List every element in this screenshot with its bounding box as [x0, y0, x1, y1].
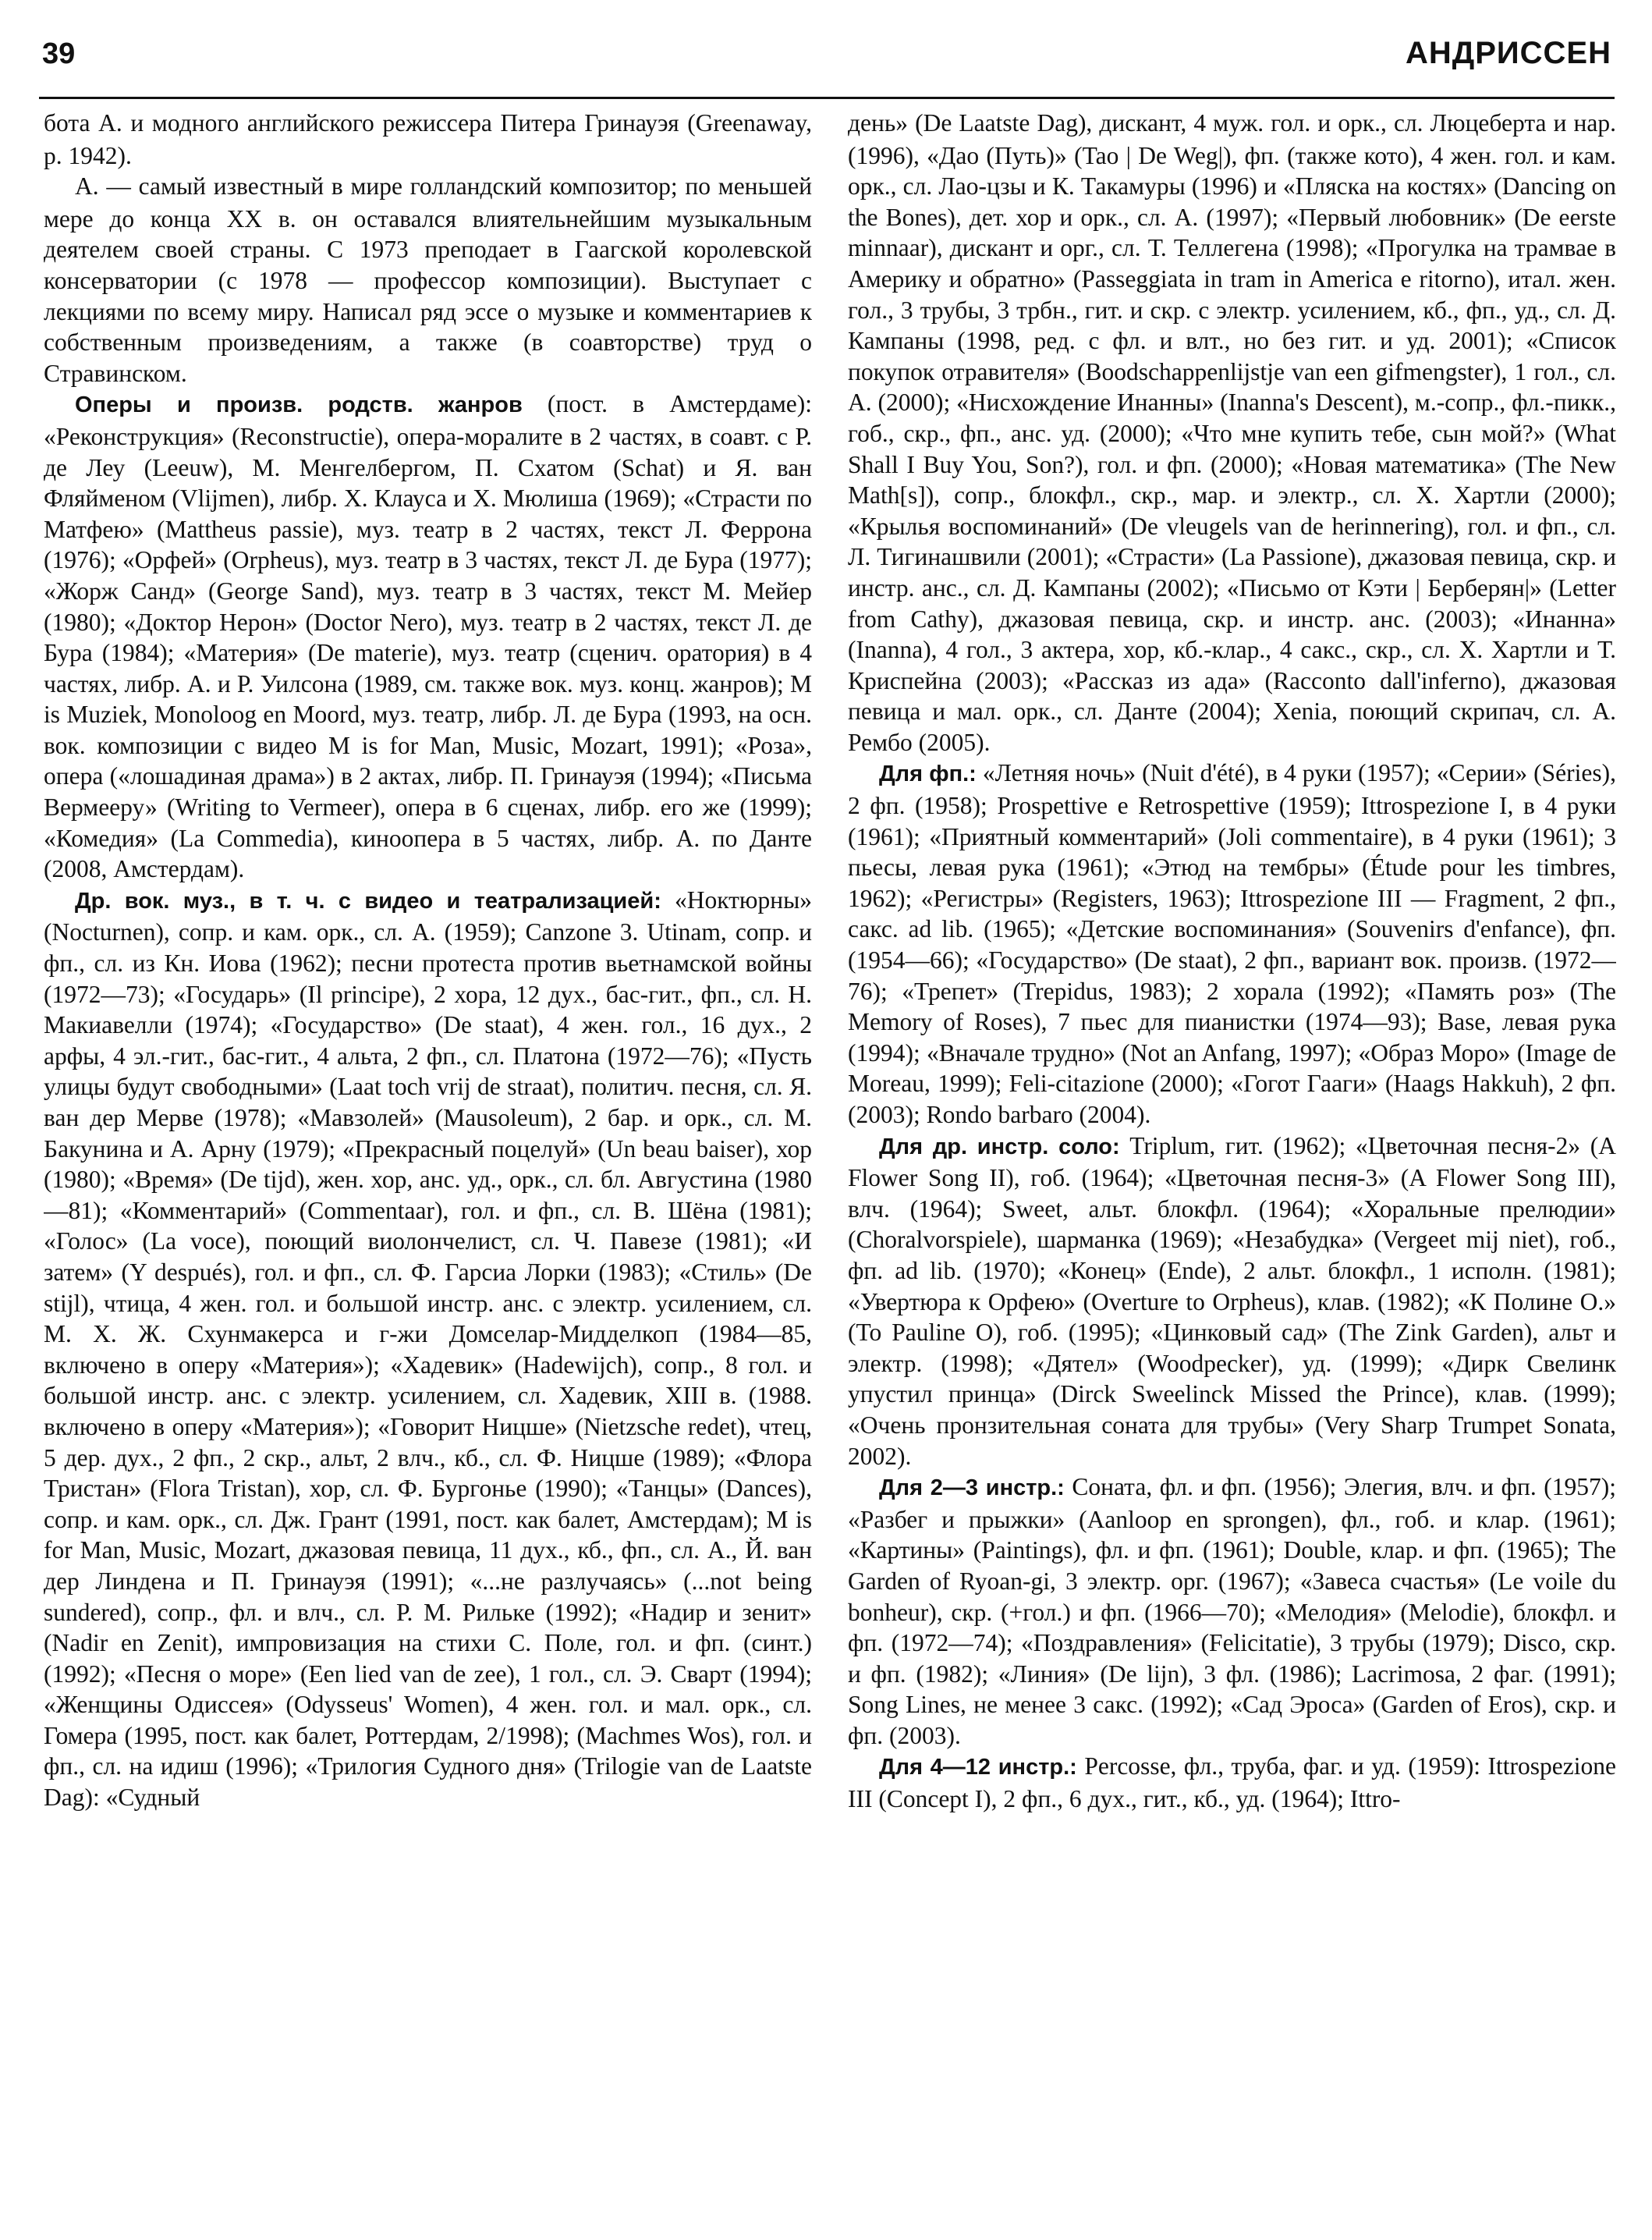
paragraph-text: «Летняя ночь» (Nuit d'été), в 4 руки (1957); «Серии» (Séries), 2 фп. (1958); Prospettive e Retrospettive (1959); Ittrospezione I, в 4 руки (1961); «Приятный комментарий» (Joli commentaire), в 4 руки (1961); 3 пьесы, левая рука (1961); «Этюд на тембры» (Étude pour les timbres, 1962); «Регистры» (Registers, 1963); Ittrospezione III — Fragment, 2 фп., сакс. ad lib. (1965); «Детские воспоминания» (Souvenirs d'enfance), фп. (1954—66); «Государство» (De staat), 2 фп., вариант вок. произв. (1972—76); «Трепет» (Trepidus, 1983); 2 хорала (1992); «Память роз» (The Memory of Roses), 7 пьес для пианистки (1974—93); Base, левая рука (1994); «Вначале трудно» (Not an Anfang, 1997); «Образ Моро» (Image de Moreau, 1999); Feli-citazione (2000); «Гогот Гааги» (Haags Hakkuh), 2 фп. (2003); Rondo barbaro (2004).: [848, 759, 1616, 1128]
paragraph: [848, 758, 1616, 1130]
paragraph: [44, 171, 812, 389]
paragraph-text: Triplum, гит. (1962); «Цветочная песня-2» (A Flower Song II), гоб. (1964); «Цветочная песня-3» (A Flower Song III), влч. (1964); Sweet, альт. блокфл. (1964); «Хоральные прелюдии» (Choralvorspiele), шарманка (1969); «Незабудка» (Vergeet mij niet), гоб., фп. ad lib. (1970); «Конец» (Ende), 2 альт. блокфл., 1 исполн. (1981); «Увертюра к Орфею» (Overture to Orpheus), клав. (1982); «К Полине О.» (To Pauline O), гоб. (1995); «Цинковый сад» (The Zink Garden), альт и электр. (1998); «Дятел» (Woodpecker), уд. (1999); «Дирк Свелинк упустил принца» (Dirck Sweelinck Missed the Prince), клав. (1999); «Очень пронзительная соната для трубы» (Very Sharp Trumpet Sonata, 2002).: [848, 1131, 1616, 1470]
paragraph-text: Percosse, фл., труба, фаг. и уд. (1959): Ittrospezione III (Concept I), 2 фп., 6 дух., гит., кб., уд. (1964); Ittro-: [848, 1752, 1616, 1813]
paragraph-lead: Др. вок. муз., в т. ч. с видео и театрализацией:: [75, 888, 661, 914]
paragraph-lead: Для др. инстр. соло:: [879, 1134, 1120, 1159]
paragraph: [44, 885, 812, 1813]
paragraph: [848, 1751, 1616, 1814]
paragraph-text: «Ноктюрны» (Nocturnen), сопр. и кам. орк., сл. А. (1959); Canzone 3. Utinam, сопр. и фп., сл. из Кн. Иова (1962); песни протеста против вьетнамской войны (1972—73); «Государь» (Il principe), 2 хора, 12 дух., бас-гит., фп., сл. Н. Макиавелли (1974); «Государство» (De staat), 4 жен. гол., 16 дух., 2 арфы, 4 эл.-гит., бас-гит., 4 альта, 2 фп., сл. Платона (1972—76); «Пусть улицы будут свободными» (Laat toch vrij de straat), политич. песня, сл. Я. ван дер Мерве (1978); «Мавзолей» (Mausoleum), 2 бар. и орк., сл. М. Бакунина и А. Арну (1979); «Прекрасный поцелуй» (Un beau baiser), хор (1980); «Время» (De tijd), жен. хор, анс. уд., орк., сл. бл. Августина (1980—81); «Комментарий» (Commentaar), гол. и фп., сл. В. Шёна (1981); «Голос» (La voce), поющий виолончелист, сл. Ч. Павезе (1981); «И затем» (Y después), гол. и фп., сл. Ф. Гарсиа Лорки (1983); «Стиль» (De stijl), чтица, 4 жен. гол. и большой инстр. анс. с электр. усилением, сл. М. Х. Ж. Схунмакерса и г-жи Домселар-Мидделкоп (1984—85, включено в оперу «Материя»); «Хадевик» (Hadewijch), сопр., 8 гол. и большой инстр. анс. с электр. усилением, сл. Хадевик, XIII в. (1988. включено в оперу «Материя»); «Говорит Ницше» (Nietzsche redet), чтец, 5 дер. дух., 2 фп., 2 скр., альт, 2 влч., кб., сл. Ф. Ницше (1989); «Флора Тристан» (Flora Tristan), хор, сл. Ф. Бургонье (1990); «Танцы» (Dances), сопр. и кам. орк., сл. Дж. Грант (1991, пост. как балет, Амстердам); M is for Man, Music, Mozart, джазовая певица, 11 дух., кб., фп., сл. А., Й. ван дер Линдена и П. Гринауэя (1991); «...не разлучаясь» (...not being sundered), сопр., фл. и влч., сл. Р. М. Рильке (1992); «Надир и зенит» (Nadir en Zenit), импровизация на стихи С. Поле, гол. и фп. (синт.) (1992); «Песня о море» (Een lied van de zee), 1 гол., сл. Э. Сварт (1994); «Женщины Одиссея» (Odysseus' Women), 4 жен. гол. и мал. орк., сл. Гомера (1995, пост. как балет, Роттердам, 2/1998); (Machmes Wos), гол. и фп., сл. на идиш (1996); «Трилогия Судного дня» (Trilogie van de Laatste Dag): «Судный: [44, 886, 812, 1812]
paragraph-text: А. — самый известный в мире голландский композитор; по меньшей мере до конца XX в. он оставался влиятельнейшим музыкальным деятелем своей страны. С 1973 преподает в Гаагской королевской консерватории (с 1978 — профессор композиции). Выступает с лекциями по всему миру. Написал ряд эссе о музыке и комментариев к собственным произведениям, а также (в соавторстве) труд о Стравинском.: [44, 172, 812, 387]
paragraph: [848, 1471, 1616, 1751]
paragraph-lead: Для 4—12 инстр.:: [879, 1755, 1077, 1780]
page-number: 39: [42, 37, 76, 70]
paragraph: [848, 1131, 1616, 1472]
paragraph-text: (пост. в Амстердаме): «Реконструкция» (Reconstructie), опера-моралите в 2 частях, в соавт. с Р. де Леу (Leeuw), М. Менгелбергом, П. Схатом (Schat) и Я. ван Фляйменом (Vlijmen), либр. Х. Клауса и Х. Мюлиша (1969); «Страсти по Матфею» (Mattheus passie), муз. театр в 2 частях, текст Л. Феррона (1976); «Орфей» (Orpheus), муз. театр в 3 частях, текст Л. де Бура (1977); «Жорж Санд» (George Sand), муз. театр в 3 частях, текст М. Мейер (1980); «Доктор Нерон» (Doctor Nero), муз. театр в 2 частях, текст Л. де Бура (1984); «Материя» (De materie), муз. театр (сценич. оратория) в 4 частях, либр. А. и Р. Уилсона (1989, см. также вок. муз. конц. жанров); M is Muziek, Monoloog en Moord, муз. театр, либр. Л. де Бура (1993, на осн. вок. композиции с видео M is for Man, Music, Mozart, 1991); «Роза», опера («лошадиная драма») в 2 актах, либр. П. Гринауэя (1994); «Письма Вермееру» (Writing to Vermeer), опера в 6 сценах, либр. его же (1999); «Комедия» (La Commedia), киноопера в 5 частях, либр. А. по Данте (2008, Амстердам).: [44, 390, 812, 883]
paragraph: [848, 108, 1616, 758]
page-header: [39, 31, 1615, 99]
right-column: [848, 108, 1616, 2206]
paragraph-text: день» (De Laatste Dag), дискант, 4 муж. гол. и орк., сл. Люцеберта и нар. (1996), «Дао (Путь)» (Tao | De Weg|), фп. (также кото), 4 жен. гол. и кам. орк., сл. Лао-цзы и К. Такамуры (1996) и «Пляска на костях» (Dancing on the Bones), дет. хор и орк., сл. А. (1997); «Первый любовник» (De eerste minnaar), дискант и орг., сл. Т. Теллегена (1998); «Прогулка на трамвае в Америку и обратно» (Passeggiata in tram in America e ritorno), итал. жен. гол., 3 трубы, 3 трбн., гит. и скр. с электр. усилением, кб., фп., уд., сл. Д. Кампаны (1998, ред. с фл. и влт., но без гит. и уд. 2001); «Список покупок отравителя» (Boodschappenlijstje van een gifmengster), 1 гол., сл. А. (2000); «Нисхождение Инанны» (Inanna's Descent), м.-сопр., фл.-пикк., гоб., скр., фп., анс. уд. (2000); «Что мне купить тебе, сын мой?» (What Shall I Buy You, Son?), гол. и фп. (2000); «Новая математика» (The New Math[s]), сопр., блокфл., скр., мар. и электр., сл. Х. Хартли (2000); «Крылья воспоминаний» (De vleugels van de herinnering), гол. и фп., сл. Л. Тигинашвили (2001); «Страсти» (La Passione), джазовая певица, скр. и инстр. анс., сл. Д. Кампаны (2002); «Письмо от Кэти | Берберян|» (Letter from Cathy), джазовая певица, скр. и инстр. анс. (2003); «Инанна» (Inanna), 4 гол., 3 актера, хор, кб.-клар., 4 сакс., скр., сл. Х. Хартли и Т. Криспейна (2003); «Рассказ из ада» (Racconto dall'inferno), джазовая певица и мал. орк., сл. Данте (2004); Xenia, поющий скрипач, сл. А. Рембо (2005).: [848, 109, 1616, 756]
paragraph-text: Соната, фл. и фп. (1956); Элегия, влч. и фп. (1957); «Разбег и прыжки» (Aanloop en sprongen), фл., гоб. и клар. (1961); «Картины» (Paintings), фл. и фп. (1961); Double, клар. и фп. (1965); The Garden of Ryoan-gi, 3 электр. орг. (1967); «Завеса счастья» (Le voile du bonheur), скр. (+гол.) и фп. (1966—70); «Мелодия» (Melodie), блокфл. и фп. (1972—74); «Поздравления» (Felicitatie), 3 трубы (1979); Disco, скр. и фп. (1982); «Линия» (De lijn), 3 фл. (1986); Lacrimosa, 2 фаг. (1991); Song Lines, не менее 3 сакс. (1992); «Сад Эроса» (Garden of Eros), скр. и фп. (2003).: [848, 1473, 1616, 1749]
running-head: АНДРИССЕН: [1405, 36, 1611, 70]
paragraph: [44, 108, 812, 171]
left-column: [44, 108, 812, 2206]
paragraph-text: бота А. и модного английского режиссера Питера Гринауэя (Greenaway, р. 1942).: [44, 109, 812, 169]
paragraph-lead: Для 2—3 инстр.:: [879, 1475, 1065, 1501]
paragraph: [44, 389, 812, 885]
paragraph-lead: Для фп.:: [879, 761, 977, 787]
paragraph-lead: Оперы и произв. родств. жанров: [75, 392, 523, 418]
